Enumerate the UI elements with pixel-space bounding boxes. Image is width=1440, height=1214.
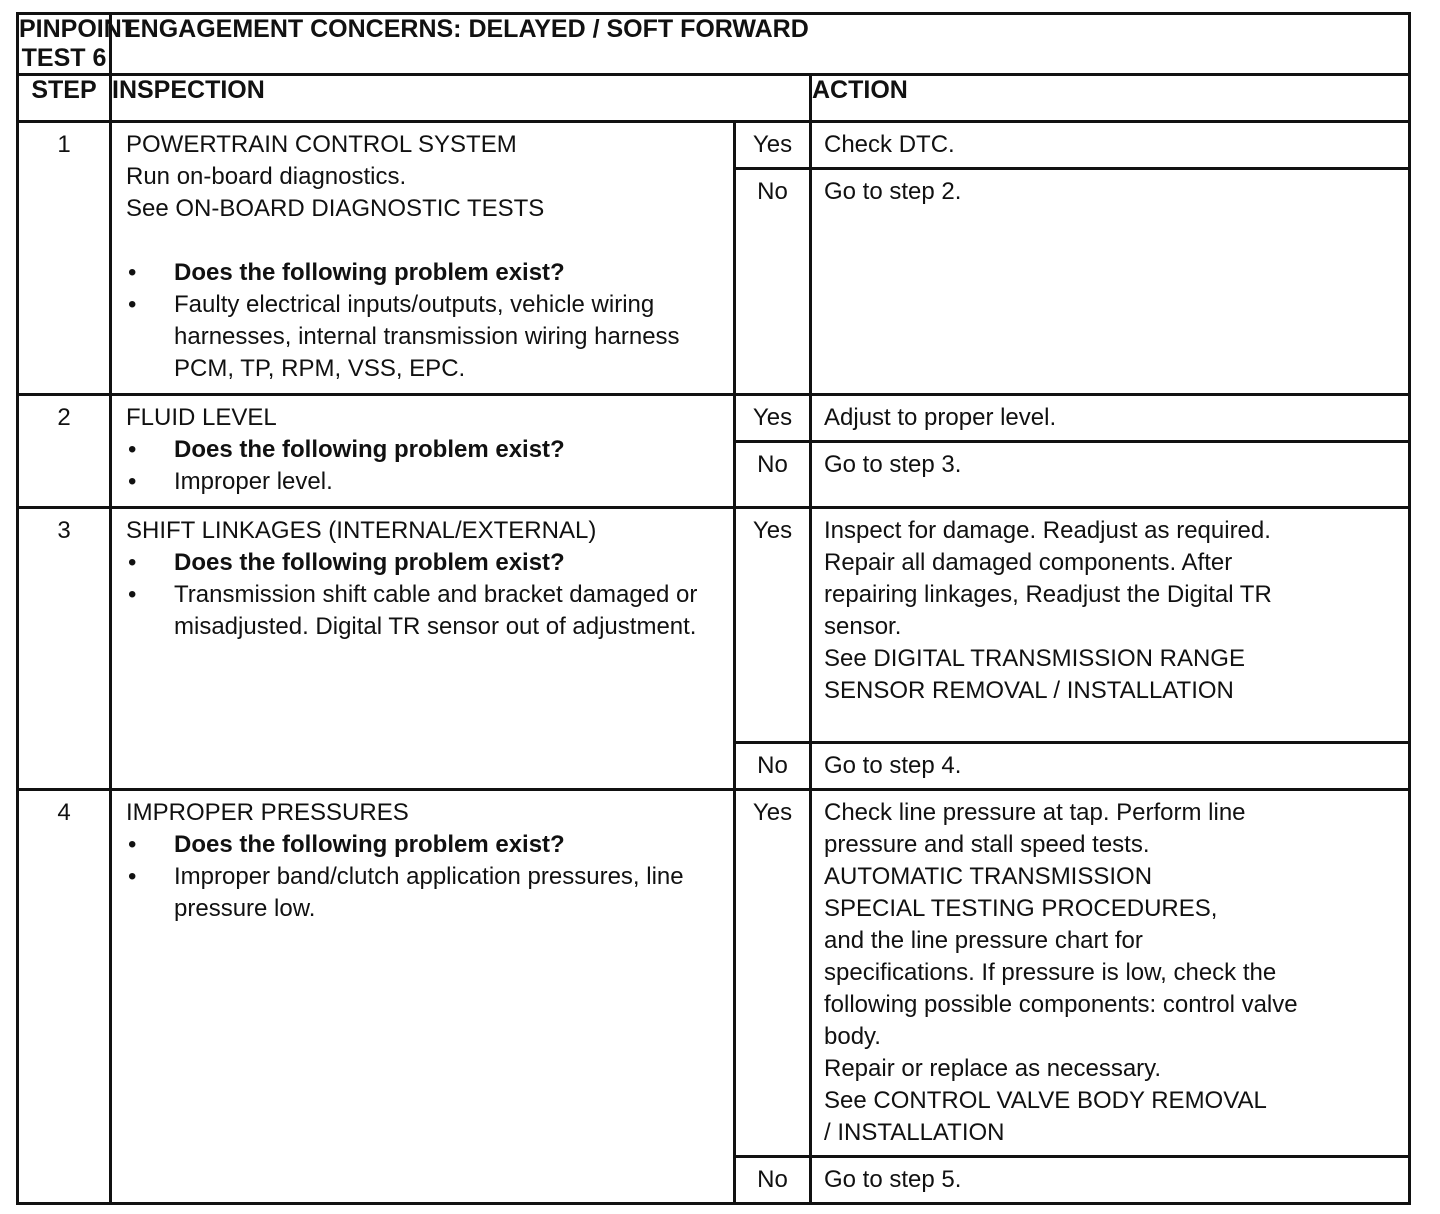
- bullet-icon: •: [128, 831, 137, 858]
- bullet-icon: •: [128, 581, 137, 608]
- bullet-icon: •: [128, 436, 137, 463]
- test-title-cell: [111, 14, 1410, 75]
- step-row: [18, 395, 1410, 442]
- step-number: 1: [18, 122, 111, 395]
- bullet-icon: •: [128, 863, 137, 890]
- yes-label: Yes: [735, 122, 811, 169]
- header-inspection: INSPECTION: [111, 75, 811, 122]
- bullet-icon: •: [128, 259, 137, 286]
- inspection-cell: [111, 790, 735, 1204]
- bullet-icon: •: [128, 468, 137, 495]
- inspection-line: Run on-board diagnostics.: [126, 163, 407, 190]
- bullet-question: • Does the following problem exist?: [126, 829, 723, 861]
- bullet-icon: •: [128, 549, 137, 576]
- yes-label: Yes: [735, 790, 811, 1157]
- test-number: PINPOINT TEST 6: [19, 15, 138, 72]
- inspection-bullets: [126, 434, 723, 498]
- bullet-question: • Does the following problem exist?: [126, 434, 723, 466]
- title-row: [18, 14, 1410, 75]
- pinpoint-test-table: [16, 12, 1411, 1205]
- bullet-icon: •: [128, 291, 137, 318]
- inspection-cell: [111, 395, 735, 508]
- no-action: Go to step 4.: [811, 743, 1410, 790]
- inspection-title: SHIFT LINKAGES (INTERNAL/EXTERNAL): [126, 517, 597, 544]
- bullet-detail: • Improper band/clutch application pressures, line pressure low.: [128, 863, 684, 922]
- yes-action: Inspect for damage. Readjust as required. Repair all damaged components. After repairing linkages, Readjust the Digital TR sensor. See DIGITAL TRANSMISSION RANGE SENSOR REMOVAL / INSTALLATION: [811, 508, 1410, 743]
- step-row: [18, 122, 1410, 169]
- inspection-cell: [111, 508, 735, 790]
- header-step: STEP: [18, 75, 111, 122]
- step-row: [18, 790, 1410, 1157]
- yes-action: Adjust to proper level.: [811, 395, 1410, 442]
- no-action: Go to step 3.: [811, 442, 1410, 508]
- inspection-bullets: [126, 257, 723, 385]
- bullet-question: • Does the following problem exist?: [126, 257, 723, 289]
- bullet-detail: • Improper level.: [126, 466, 723, 498]
- no-action: Go to step 5.: [811, 1157, 1410, 1204]
- bullet-question: • Does the following problem exist?: [126, 547, 723, 579]
- bullet-detail: • Faulty electrical inputs/outputs, vehicle wiring harnesses, internal transmission wiring harness PCM, TP, RPM, VSS, EPC.: [128, 291, 680, 382]
- step-number: 3: [18, 508, 111, 790]
- step-number: 4: [18, 790, 111, 1204]
- step-number: 2: [18, 395, 111, 508]
- no-label: No: [735, 169, 811, 395]
- test-title: ENGAGEMENT CONCERNS: DELAYED / SOFT FORWARD: [124, 15, 809, 43]
- yes-action: Check DTC.: [811, 122, 1410, 169]
- no-label: No: [735, 442, 811, 508]
- inspection-title: POWERTRAIN CONTROL SYSTEM: [126, 131, 517, 158]
- no-label: No: [735, 743, 811, 790]
- bullet-detail: • Transmission shift cable and bracket damaged or misadjusted. Digital TR sensor out of adjustment.: [128, 581, 698, 640]
- inspection-title: FLUID LEVEL: [126, 404, 277, 431]
- test-number-cell: [18, 14, 138, 75]
- inspection-bullets: [126, 829, 723, 925]
- step-row: [18, 508, 1410, 743]
- inspection-cell: [111, 122, 735, 395]
- yes-label: Yes: [735, 395, 811, 442]
- inspection-bullets: [126, 547, 723, 643]
- inspection-title: IMPROPER PRESSURES: [126, 799, 409, 826]
- header-row: [18, 75, 1410, 122]
- yes-action: Check line pressure at tap. Perform line pressure and stall speed tests. AUTOMATIC TRANSMISSION SPECIAL TESTING PROCEDURES, and the line pressure chart for specifications. If pressure is low, check the following possible components: control valve body. Repair or replace as necessary. See CONTROL VALVE BODY REMOVAL / INSTALLATION: [811, 790, 1410, 1157]
- inspection-line: See ON-BOARD DIAGNOSTIC TESTS: [126, 195, 545, 222]
- yes-label: Yes: [735, 508, 811, 743]
- header-action: ACTION: [811, 75, 1410, 122]
- pinpoint-test-document: [16, 12, 1408, 1205]
- no-action: Go to step 2.: [811, 169, 1410, 395]
- no-label: No: [735, 1157, 811, 1204]
